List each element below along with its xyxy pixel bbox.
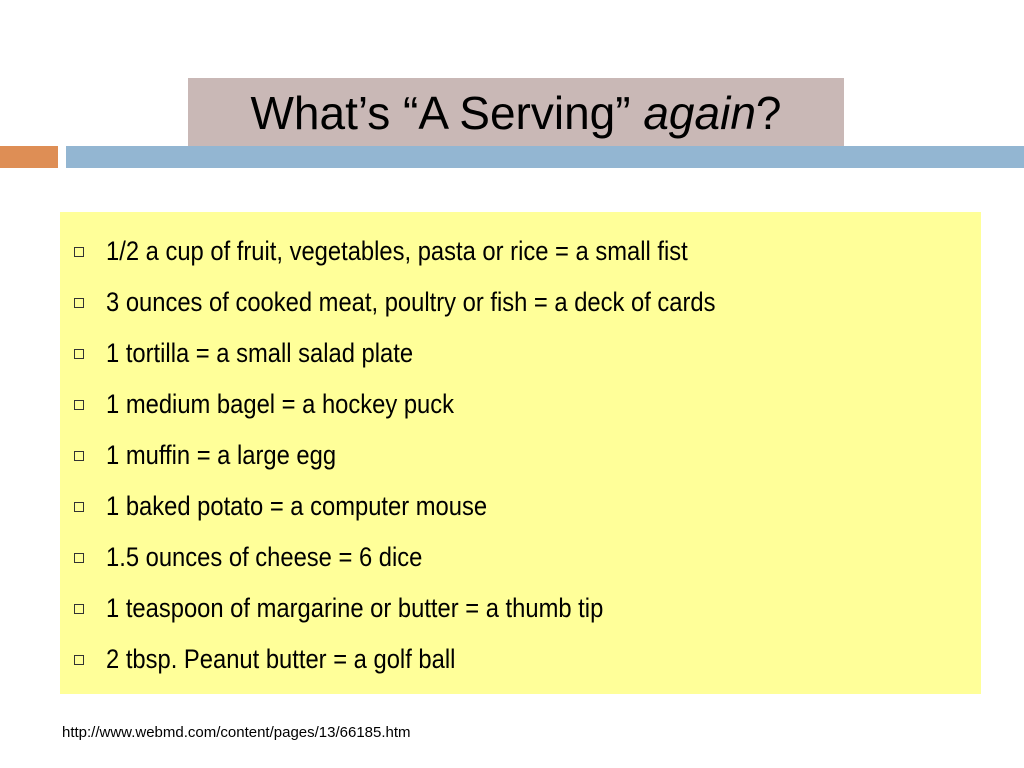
list-item <box>72 583 799 634</box>
slide-title <box>188 78 844 148</box>
accent-bar-blue <box>66 146 1024 168</box>
list-item-text: 2 tbsp. Peanut butter = a golf ball <box>106 644 456 674</box>
list-item <box>72 430 799 481</box>
slide-title-emphasis: again <box>643 87 756 139</box>
list-item <box>72 532 799 583</box>
list-item <box>72 379 799 430</box>
hollow-square-bullet-icon <box>74 298 84 308</box>
content-box <box>60 212 981 694</box>
list-item <box>72 634 799 685</box>
hollow-square-bullet-icon <box>74 400 84 410</box>
list-item-text: 1 baked potato = a computer mouse <box>106 491 488 521</box>
list-item-text: 1 teaspoon of margarine or butter = a thumb tip <box>106 593 604 623</box>
hollow-square-bullet-icon <box>74 604 84 614</box>
hollow-square-bullet-icon <box>74 451 84 461</box>
list-item <box>72 277 799 328</box>
list-item-text: 1 tortilla = a small salad plate <box>106 338 414 368</box>
source-link[interactable]: http://www.webmd.com/content/pages/13/66185.htm <box>62 724 411 741</box>
list-item <box>72 328 799 379</box>
list-item-text: 1.5 ounces of cheese = 6 dice <box>106 542 423 572</box>
hollow-square-bullet-icon <box>74 349 84 359</box>
slide-title-text: What’s “A Serving” <box>250 87 644 139</box>
hollow-square-bullet-icon <box>74 553 84 563</box>
slide-title-question-mark: ? <box>755 87 782 139</box>
list-item-text: 1 medium bagel = a hockey puck <box>106 389 455 419</box>
hollow-square-bullet-icon <box>74 247 84 257</box>
list-item <box>72 226 799 277</box>
list-item <box>72 481 799 532</box>
bullet-list <box>72 226 799 685</box>
hollow-square-bullet-icon <box>74 655 84 665</box>
accent-bar-orange <box>0 146 58 168</box>
list-item-text: 1/2 a cup of fruit, vegetables, pasta or rice = a small fist <box>106 236 688 266</box>
list-item-text: 3 ounces of cooked meat, poultry or fish = a deck of cards <box>106 287 716 317</box>
hollow-square-bullet-icon <box>74 502 84 512</box>
list-item-text: 1 muffin = a large egg <box>106 440 337 470</box>
